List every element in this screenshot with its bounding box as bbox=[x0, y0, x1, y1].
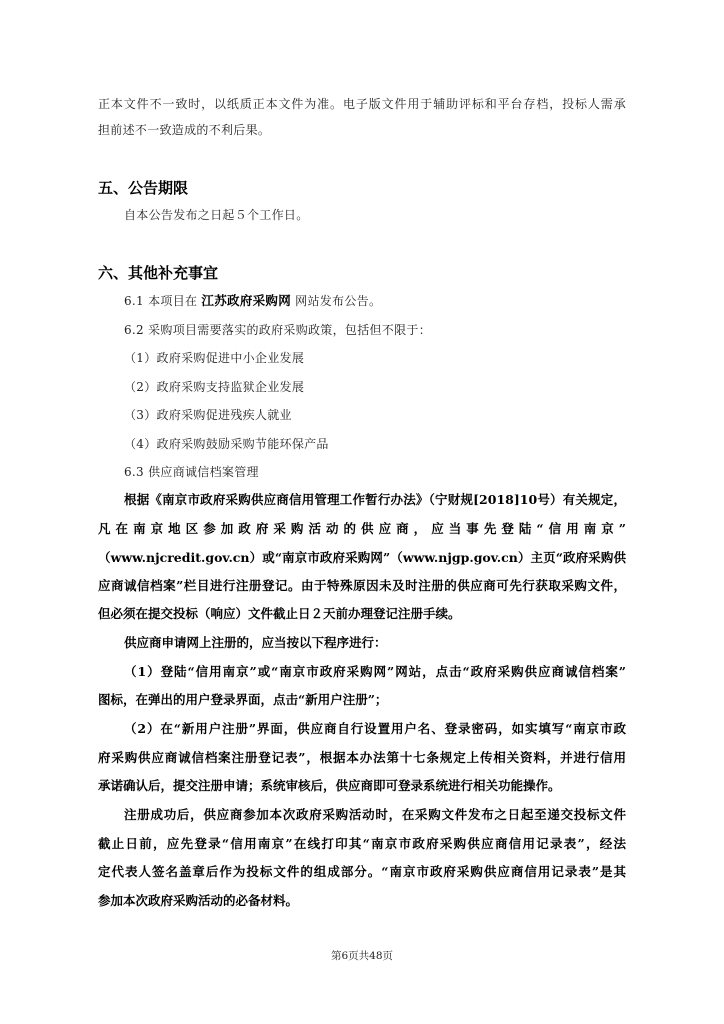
body-line: 府采购供应商诚信档案注册登记表”，根据本办法第十七条规定上传相关资料，并进行信用 bbox=[98, 750, 626, 765]
policy-item: （1）政府采购促进中小企业发展 bbox=[124, 351, 305, 365]
body-line: 根据《南京市政府采购供应商信用管理工作暂行办法》（宁财规[2018]10号）有关规定， bbox=[124, 492, 626, 507]
item-6-1 bbox=[124, 293, 381, 309]
body-line: 凡在南京地区参加政府采购活动的供应商，应当事先登陆“信用南京” bbox=[98, 521, 626, 536]
body-line: 供应商申请网上注册的，应当按以下程序进行： bbox=[124, 635, 387, 650]
body-line: 但必须在提交投标（响应）文件截止日２天前办理登记注册手续。 bbox=[98, 606, 461, 621]
page-number: 第6页共48页 bbox=[330, 950, 394, 962]
body-line: 注册成功后，供应商参加本次政府采购活动时，在采购文件发布之日起至递交投标文件 bbox=[124, 807, 626, 822]
body-line: 截止日前，应先登录“信用南京”在线打印其“南京市政府采购供应商信用记录表”，经法 bbox=[98, 836, 626, 851]
intro-line-1: 正本文件不一致时，以纸质正本文件为准。电子版文件用于辅助评标和平台存档，投标人需承 bbox=[98, 97, 626, 111]
body-line: 图标，在弹出的用户登录界面，点击“新用户注册”； bbox=[98, 692, 388, 707]
body-line: 定代表人签名盖章后作为投标文件的组成部分。“南京市政府采购供应商信用记录表”是其 bbox=[98, 864, 626, 879]
body-line: （www.njcredit.gov.cn）或“南京市政府采购网”（www.njgp.gov.cn）主页“政府采购供 bbox=[98, 550, 626, 565]
body-line: （2）在“新用户注册”界面，供应商自行设置用户名、登录密码，如实填写“南京市政 bbox=[124, 721, 626, 736]
intro-line-2: 担前述不一致造成的不利后果。 bbox=[98, 123, 271, 137]
policy-item: （2）政府采购支持监狱企业发展 bbox=[124, 380, 305, 394]
item-6-3: 6.3 供应商诚信档案管理 bbox=[124, 465, 259, 479]
policy-item: （4）政府采购鼓励采购节能环保产品 bbox=[124, 437, 329, 451]
item-6-1-site: 江苏政府采购网 bbox=[201, 293, 292, 308]
item-6-2: 6.2 采购项目需要落实的政府采购政策，包括但不限于： bbox=[124, 323, 432, 337]
policy-item: （3）政府采购促进残疾人就业 bbox=[124, 408, 292, 422]
body-line: （1）登陆“信用南京”或“南京市政府采购网”网站，点击“政府采购供应商诚信档案” bbox=[124, 664, 626, 679]
item-6-1-prefix: 6.1 本项目在 bbox=[124, 294, 202, 308]
body-line: 参加本次政府采购活动的必备材料。 bbox=[98, 893, 299, 908]
section-5-heading: 五、公告期限 bbox=[98, 179, 189, 197]
item-6-1-suffix: 网站发布公告。 bbox=[291, 294, 382, 308]
section-6-heading: 六、其他补充事宜 bbox=[98, 264, 219, 282]
body-line: 应商诚信档案”栏目进行注册登记。由于特殊原因未及时注册的供应商可先行获取采购文件， bbox=[98, 578, 626, 593]
section-5-text: 自本公告发布之日起５个工作日。 bbox=[124, 208, 309, 222]
body-line: 承诺确认后，提交注册申请；系统审核后，供应商即可登录系统进行相关功能操作。 bbox=[98, 778, 561, 793]
